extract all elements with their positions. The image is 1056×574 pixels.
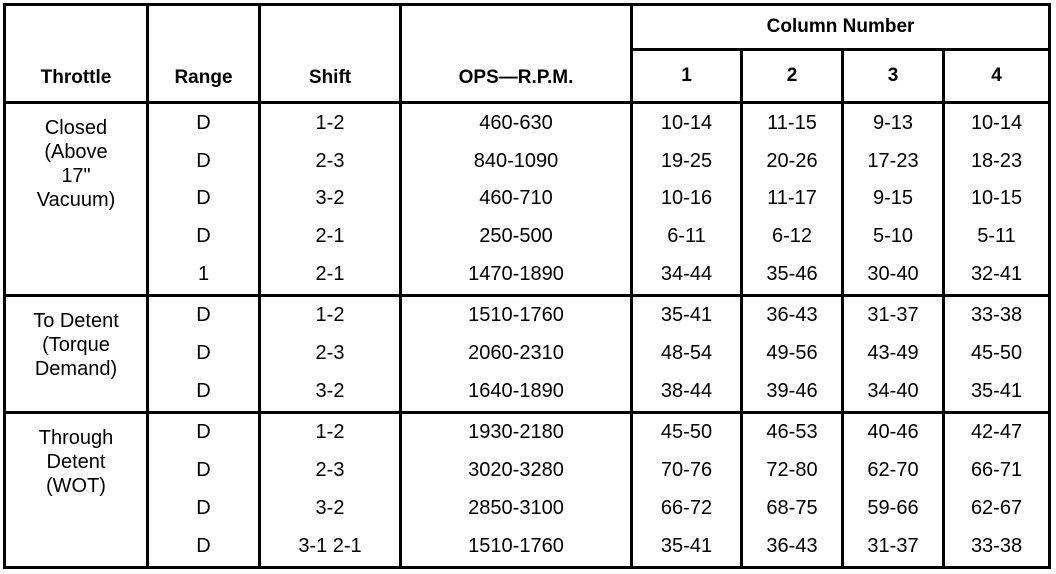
- ops-rpm-cell: 2850-3100: [401, 490, 632, 528]
- range-cell: D: [148, 295, 260, 335]
- column-4-cell: 66-71: [944, 452, 1050, 490]
- table-row: [5, 528, 1050, 568]
- ops-rpm-cell: 840-1090: [401, 142, 632, 180]
- header-column-2: 2: [742, 50, 843, 103]
- shift-cell: 3-2: [260, 490, 401, 528]
- ops-rpm-cell: 1510-1760: [401, 528, 632, 568]
- ops-rpm-cell: 2060-2310: [401, 335, 632, 373]
- column-3-cell: 43-49: [843, 335, 944, 373]
- shift-cell: 2-3: [260, 335, 401, 373]
- throttle-label-line: Closed: [44, 117, 108, 139]
- column-1-cell: 48-54: [632, 335, 742, 373]
- range-cell: D: [148, 335, 260, 373]
- ops-rpm-cell: 1640-1890: [401, 373, 632, 413]
- shift-cell: 2-1: [260, 218, 401, 256]
- table-row: [5, 452, 1050, 490]
- column-4-cell: 5-11: [944, 218, 1050, 256]
- column-3-cell: 31-37: [843, 528, 944, 568]
- column-3-cell: 17-23: [843, 142, 944, 180]
- range-cell: D: [148, 528, 260, 568]
- ops-rpm-cell: 3020-3280: [401, 452, 632, 490]
- table-row: [5, 412, 1050, 452]
- column-4-cell: 42-47: [944, 412, 1050, 452]
- throttle-cell: [5, 103, 148, 296]
- column-3-cell: 59-66: [843, 490, 944, 528]
- header-column-4: 4: [944, 50, 1050, 103]
- column-3-cell: 31-37: [843, 295, 944, 335]
- column-2-cell: 72-80: [742, 452, 843, 490]
- column-2-cell: 49-56: [742, 335, 843, 373]
- ops-rpm-cell: 460-630: [401, 103, 632, 143]
- shift-cell: 1-2: [260, 295, 401, 335]
- table-row: [5, 373, 1050, 413]
- throttle-label-line: (WOT): [46, 474, 106, 497]
- range-cell: D: [148, 103, 260, 143]
- throttle-label-line: Vacuum): [36, 189, 116, 211]
- table-row: [5, 218, 1050, 256]
- column-4-cell: 10-14: [944, 103, 1050, 143]
- shift-cell: 3-1 2-1: [260, 528, 401, 568]
- table-row: [5, 295, 1050, 335]
- column-4-cell: 35-41: [944, 373, 1050, 413]
- column-2-cell: 35-46: [742, 256, 843, 296]
- column-4-cell: 32-41: [944, 256, 1050, 296]
- throttle-label-line: Demand): [34, 357, 118, 380]
- range-cell: D: [148, 373, 260, 413]
- shift-cell: 3-2: [260, 373, 401, 413]
- column-4-cell: 33-38: [944, 295, 1050, 335]
- ops-rpm-cell: 1470-1890: [401, 256, 632, 296]
- header-throttle: Throttle: [5, 5, 148, 103]
- column-1-cell: 45-50: [632, 412, 742, 452]
- ops-rpm-cell: 250-500: [401, 218, 632, 256]
- header-column-3: 3: [843, 50, 944, 103]
- range-cell: D: [148, 490, 260, 528]
- throttle-label-line: (Torque: [42, 333, 110, 356]
- throttle-label-line: To Detent: [33, 309, 119, 332]
- column-4-cell: 18-23: [944, 142, 1050, 180]
- column-1-cell: 66-72: [632, 490, 742, 528]
- column-4-cell: 45-50: [944, 335, 1050, 373]
- column-4-cell: 33-38: [944, 528, 1050, 568]
- column-2-cell: 11-17: [742, 180, 843, 218]
- table-row: [5, 490, 1050, 528]
- table-row: [5, 180, 1050, 218]
- throttle-label-line: 17": [61, 165, 91, 187]
- column-2-cell: 36-43: [742, 295, 843, 335]
- column-1-cell: 35-41: [632, 295, 742, 335]
- column-3-cell: 9-15: [843, 180, 944, 218]
- range-cell: D: [148, 452, 260, 490]
- shift-cell: 3-2: [260, 180, 401, 218]
- range-cell: D: [148, 142, 260, 180]
- column-1-cell: 10-16: [632, 180, 742, 218]
- range-cell: 1: [148, 256, 260, 296]
- throttle-label-line: Through: [38, 426, 114, 449]
- shift-cell: 2-1: [260, 256, 401, 296]
- column-3-cell: 9-13: [843, 103, 944, 143]
- shift-cell: 2-3: [260, 452, 401, 490]
- column-2-cell: 20-26: [742, 142, 843, 180]
- column-3-cell: 5-10: [843, 218, 944, 256]
- header-shift: Shift: [260, 5, 401, 103]
- header-column-1: 1: [632, 50, 742, 103]
- table-body: [5, 103, 1050, 568]
- column-4-cell: 62-67: [944, 490, 1050, 528]
- ops-rpm-cell: 1930-2180: [401, 412, 632, 452]
- table-row: [5, 142, 1050, 180]
- shift-cell: 2-3: [260, 142, 401, 180]
- column-1-cell: 34-44: [632, 256, 742, 296]
- column-4-cell: 10-15: [944, 180, 1050, 218]
- throttle-label-line: (Above: [44, 141, 108, 163]
- table-row: [5, 335, 1050, 373]
- column-2-cell: 11-15: [742, 103, 843, 143]
- column-2-cell: 39-46: [742, 373, 843, 413]
- table-row: [5, 103, 1050, 143]
- column-3-cell: 62-70: [843, 452, 944, 490]
- shift-cell: 1-2: [260, 103, 401, 143]
- shift-cell: 1-2: [260, 412, 401, 452]
- column-2-cell: 68-75: [742, 490, 843, 528]
- column-3-cell: 40-46: [843, 412, 944, 452]
- throttle-cell: [5, 412, 148, 567]
- column-3-cell: 30-40: [843, 256, 944, 296]
- throttle-label-line: Detent: [46, 450, 106, 473]
- column-1-cell: 35-41: [632, 528, 742, 568]
- column-3-cell: 34-40: [843, 373, 944, 413]
- column-1-cell: 19-25: [632, 142, 742, 180]
- ops-rpm-cell: 1510-1760: [401, 295, 632, 335]
- header-column-number: Column Number: [632, 5, 1050, 50]
- range-cell: D: [148, 218, 260, 256]
- column-1-cell: 38-44: [632, 373, 742, 413]
- table-row: [5, 256, 1050, 296]
- column-2-cell: 6-12: [742, 218, 843, 256]
- range-cell: D: [148, 412, 260, 452]
- column-1-cell: 70-76: [632, 452, 742, 490]
- range-cell: D: [148, 180, 260, 218]
- header-range: Range: [148, 5, 260, 103]
- throttle-cell: [5, 295, 148, 412]
- column-1-cell: 10-14: [632, 103, 742, 143]
- shift-speed-table: [3, 3, 1051, 569]
- column-2-cell: 46-53: [742, 412, 843, 452]
- header-ops-rpm: OPS—R.P.M.: [401, 5, 632, 103]
- column-2-cell: 36-43: [742, 528, 843, 568]
- column-1-cell: 6-11: [632, 218, 742, 256]
- ops-rpm-cell: 460-710: [401, 180, 632, 218]
